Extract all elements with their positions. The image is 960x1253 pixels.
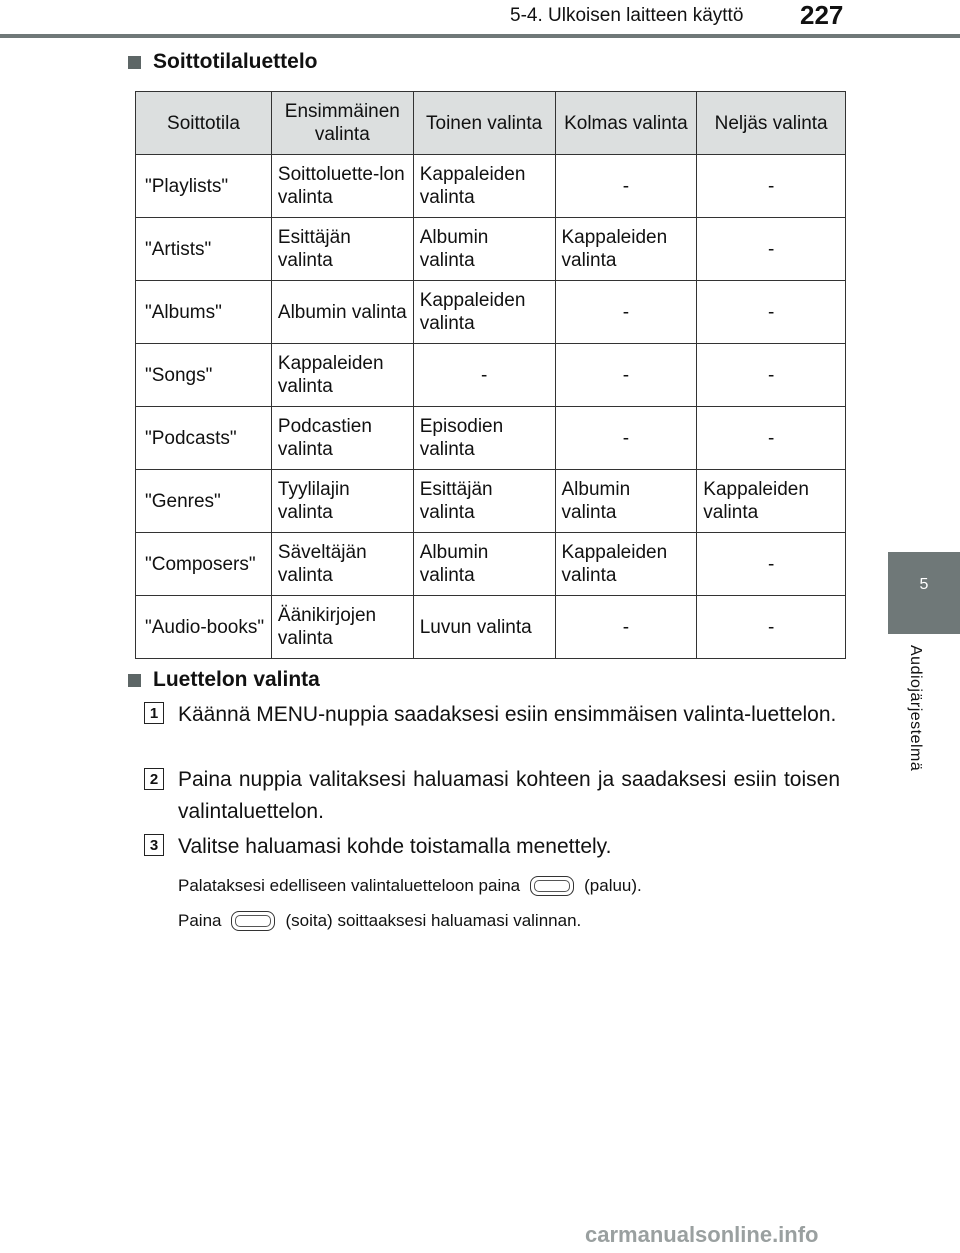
table-row: [136, 281, 846, 344]
square-bullet-icon: [128, 56, 141, 69]
play-mode-cell: "Genres": [136, 470, 272, 533]
watermark: carmanualsonline.info: [585, 1222, 819, 1247]
heading-soittotilaluettelo: [128, 50, 318, 74]
play-mode-cell: "Artists": [136, 218, 272, 281]
page-header: [0, 0, 960, 40]
selection-cell: -: [697, 407, 846, 470]
selection-cell: -: [697, 218, 846, 281]
header-cell: Toinen valinta: [413, 92, 555, 155]
step-text-1: Käännä MENU-nuppia saadaksesi esiin ensimmäisen valinta-luettelon.: [178, 703, 837, 726]
play-mode-table: [135, 91, 846, 659]
step-text-2: Paina nuppia valitaksesi haluamasi kohteen ja saadaksesi esiin toisen valintaluettelon.: [178, 768, 840, 823]
step-number-3: 3: [144, 834, 164, 856]
play-mode-cell: "Audio-books": [136, 596, 272, 659]
selection-cell: Esittäjän valinta: [413, 470, 555, 533]
selection-cell: Episodien valinta: [413, 407, 555, 470]
selection-cell: -: [413, 344, 555, 407]
selection-cell: Soittoluette-lon valinta: [271, 155, 413, 218]
header-cell: Kolmas valinta: [555, 92, 697, 155]
selection-cell: Albumin valinta: [271, 281, 413, 344]
play-mode-cell: "Albums": [136, 281, 272, 344]
selection-cell: Kappaleiden valinta: [413, 281, 555, 344]
selection-cell: -: [555, 344, 697, 407]
table-row: [136, 407, 846, 470]
selection-cell: -: [697, 281, 846, 344]
table-row: [136, 533, 846, 596]
back-button-icon: [530, 876, 574, 896]
selection-cell: Kappaleiden valinta: [555, 533, 697, 596]
table-body: [136, 155, 846, 659]
header-cell: Ensimmäinen valinta: [271, 92, 413, 155]
table-row: [136, 470, 846, 533]
play-mode-cell: "Songs": [136, 344, 272, 407]
page-number: 227: [800, 0, 844, 30]
selection-cell: Podcastien valinta: [271, 407, 413, 470]
play-mode-cell: "Playlists": [136, 155, 272, 218]
selection-cell: -: [697, 596, 846, 659]
selection-cell: Kappaleiden valinta: [555, 218, 697, 281]
square-bullet-icon: [128, 674, 141, 687]
selection-cell: -: [697, 533, 846, 596]
selection-cell: Albumin valinta: [413, 533, 555, 596]
note-text: (paluu).: [584, 876, 642, 895]
selection-cell: Albumin valinta: [555, 470, 697, 533]
section-title: 5-4. Ulkoisen laitteen käyttö: [510, 5, 744, 26]
table-header-row: [136, 92, 846, 155]
play-mode-cell: "Composers": [136, 533, 272, 596]
heading-text: Soittotilaluettelo: [153, 50, 318, 73]
selection-cell: Säveltäjän valinta: [271, 533, 413, 596]
header-rule: [0, 34, 960, 38]
step-text-3: Valitse haluamasi kohde toistamalla menettely.: [178, 835, 612, 858]
header-cell: Soittotila: [136, 92, 272, 155]
step-number-1: 1: [144, 702, 164, 724]
note-play: [178, 911, 581, 931]
table-row: [136, 218, 846, 281]
table-row: [136, 596, 846, 659]
selection-cell: -: [555, 407, 697, 470]
heading-luettelon-valinta: [128, 668, 320, 692]
selection-cell: Tyylilajin valinta: [271, 470, 413, 533]
note-text: (soita) soittaaksesi haluamasi valinnan.: [285, 911, 582, 930]
selection-cell: Albumin valinta: [413, 218, 555, 281]
selection-cell: Äänikirjojen valinta: [271, 596, 413, 659]
selection-cell: -: [555, 155, 697, 218]
selection-cell: Kappaleiden valinta: [697, 470, 846, 533]
note-back: [178, 876, 642, 896]
selection-cell: Luvun valinta: [413, 596, 555, 659]
selection-cell: -: [555, 596, 697, 659]
chapter-number: 5: [919, 576, 929, 593]
step-number-2: 2: [144, 768, 164, 790]
chapter-tab: [888, 552, 960, 634]
table-row: [136, 344, 846, 407]
selection-cell: -: [555, 281, 697, 344]
heading-text: Luettelon valinta: [153, 668, 320, 691]
table-row: [136, 155, 846, 218]
selection-cell: Esittäjän valinta: [271, 218, 413, 281]
selection-cell: Kappaleiden valinta: [271, 344, 413, 407]
selection-cell: -: [697, 155, 846, 218]
selection-cell: -: [697, 344, 846, 407]
play-mode-cell: "Podcasts": [136, 407, 272, 470]
note-text: Paina: [178, 911, 222, 930]
chapter-label: Audiojärjestelmä: [907, 645, 924, 772]
header-cell: Neljäs valinta: [697, 92, 846, 155]
selection-cell: Kappaleiden valinta: [413, 155, 555, 218]
play-button-icon: [231, 911, 275, 931]
note-text: Palataksesi edelliseen valintaluetteloon paina: [178, 876, 521, 895]
